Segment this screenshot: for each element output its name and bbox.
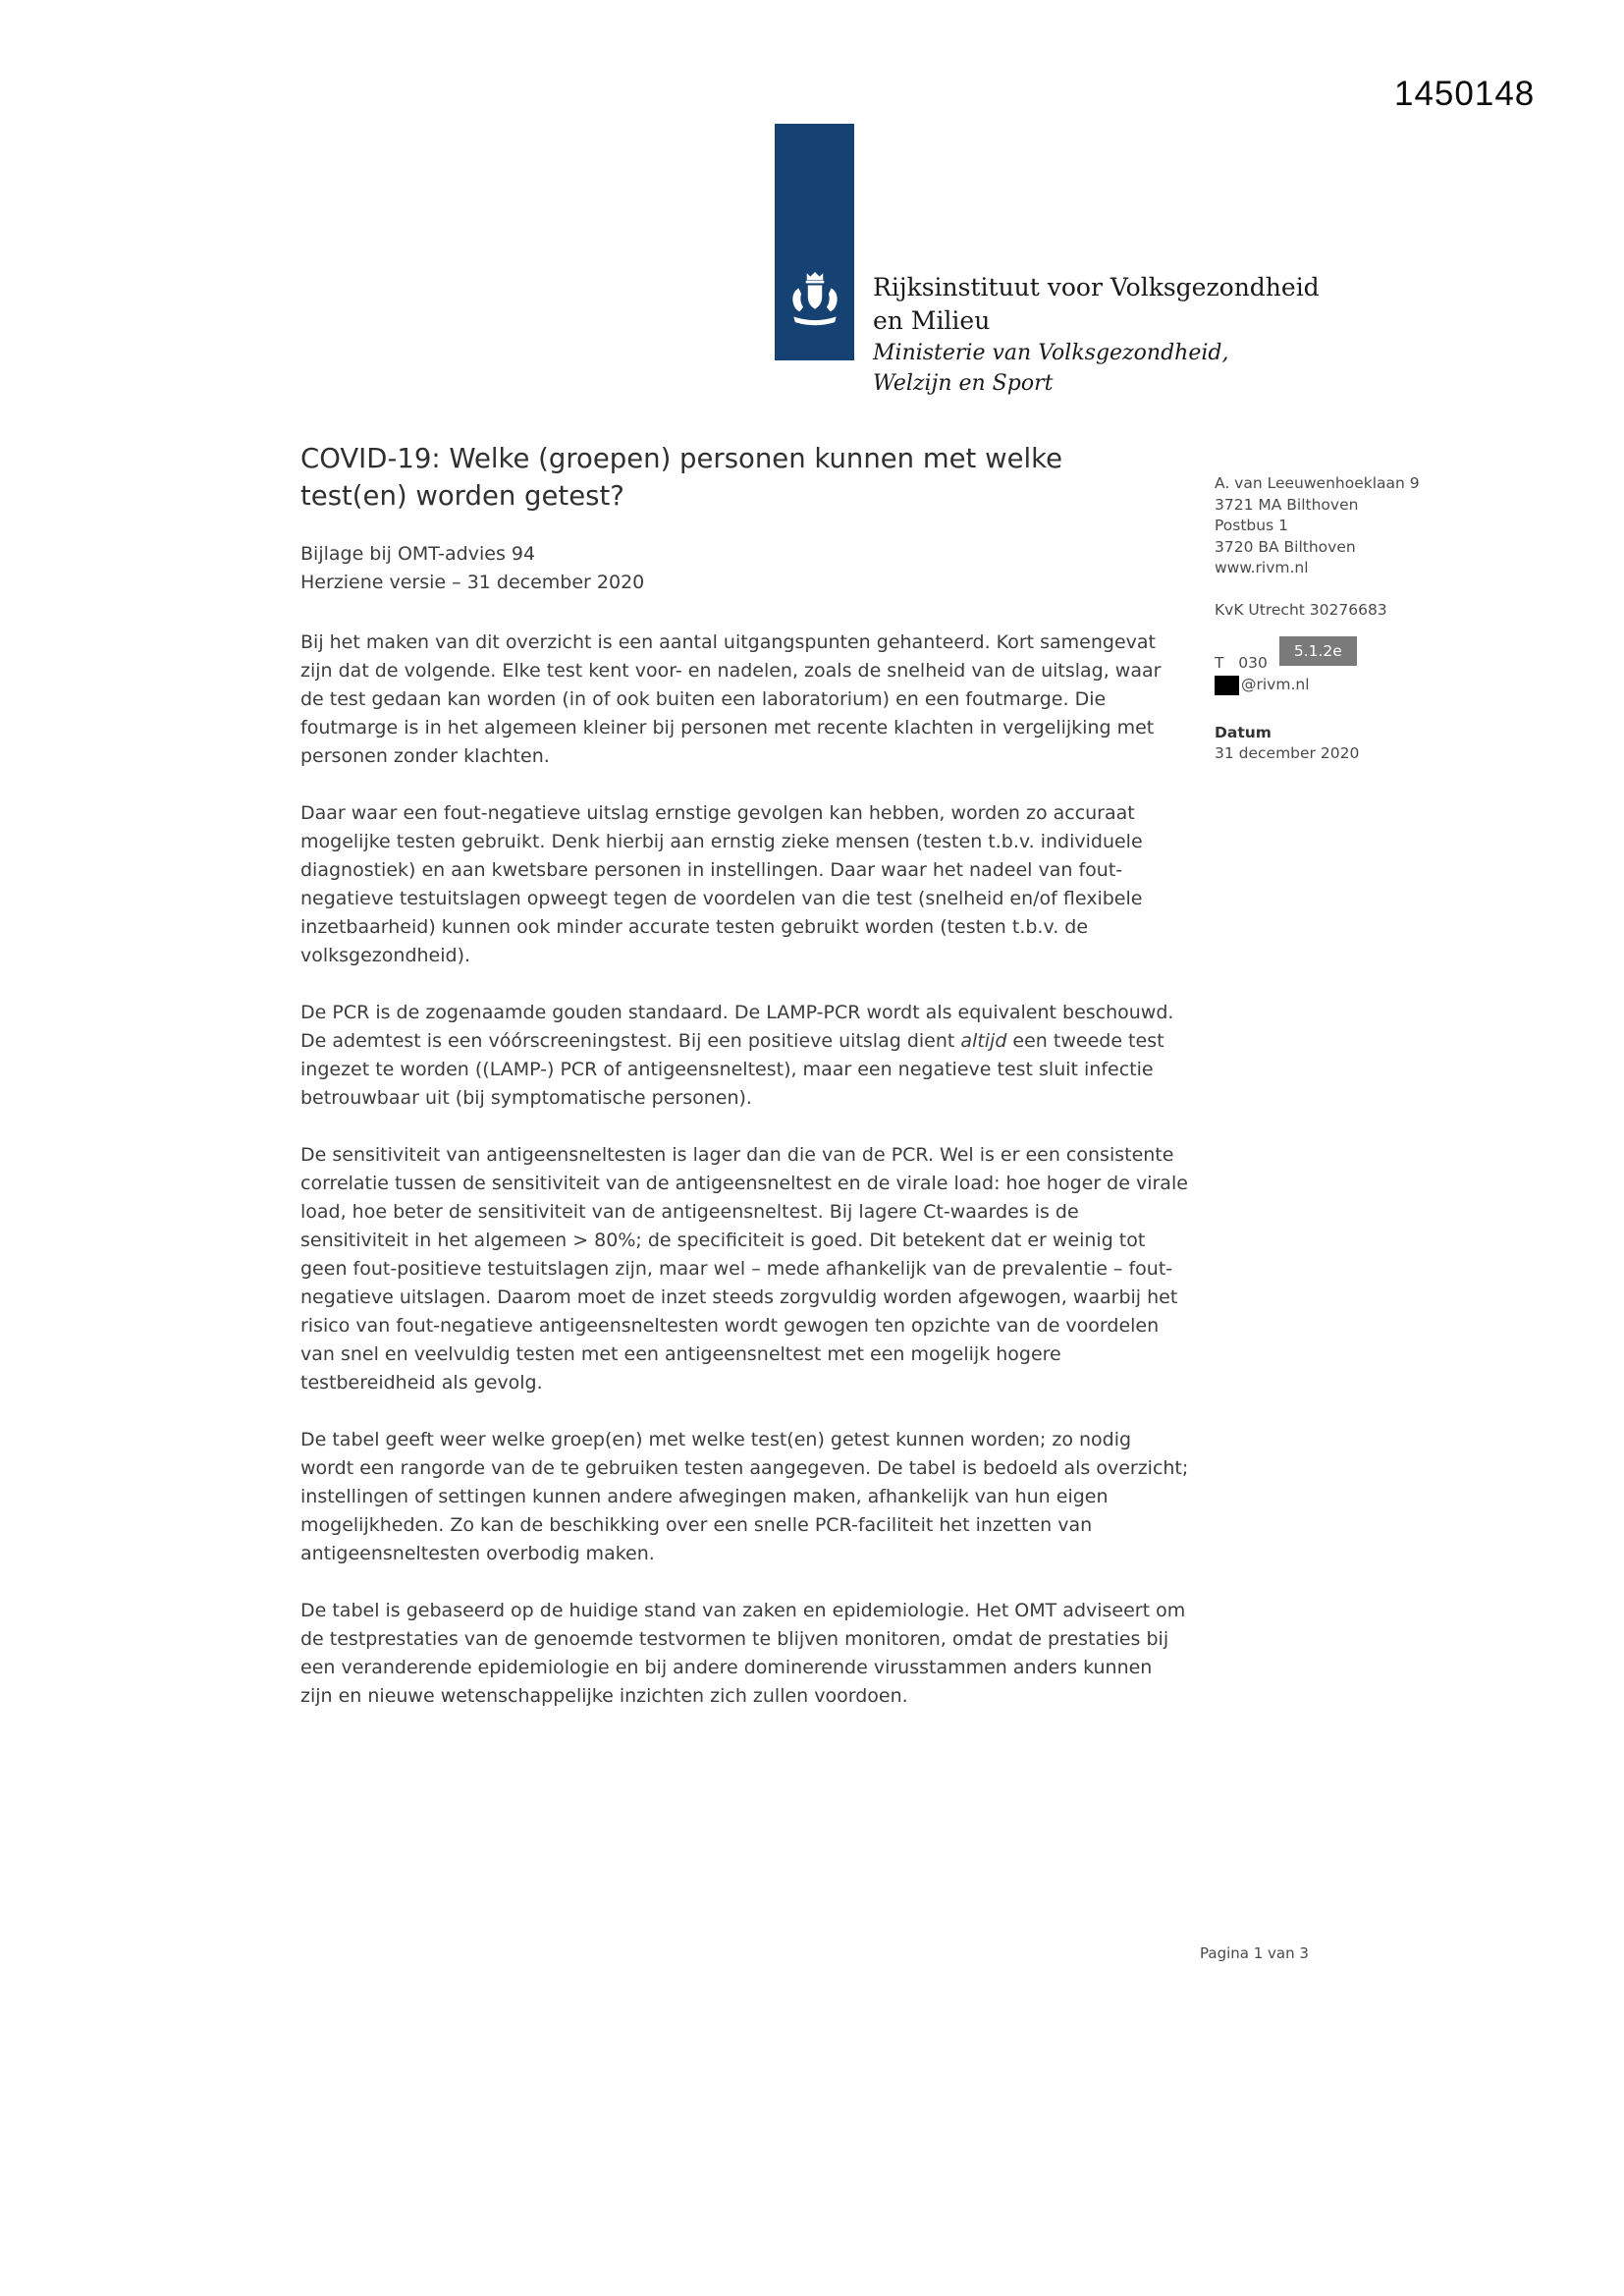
main-content (300, 440, 1189, 1739)
ministry-line1: Ministerie van Volksgezondheid, (873, 341, 1229, 365)
website-line: www.rivm.nl (1215, 559, 1309, 576)
kvk-line: KvK Utrecht 30276683 (1215, 600, 1387, 619)
page-footer: Pagina 1 van 3 (1200, 1944, 1309, 1962)
ministry-line2: Welzijn en Sport (873, 371, 1054, 396)
redaction-box-gray: 5.1.2e (1279, 636, 1357, 666)
datum-value: 31 december 2020 (1215, 744, 1360, 762)
subtitle-line1: Bijlage bij OMT-advies 94 (300, 543, 536, 565)
rijksoverheid-logo-ribbon (775, 124, 854, 360)
address-line-3: Postbus 1 (1215, 517, 1288, 534)
address-line-4: 3720 BA Bilthoven (1215, 537, 1356, 556)
paragraph-6: De tabel is gebaseerd op de huidige stand van zaken en epidemiologie. Het OMT adviseert om de testprestaties van de genoemde testvormen te blijven monitoren, omdat de prestaties bij een veranderende epidemiologie en bij andere dominerende virusstammen anders kunnen zijn en nieuwe wetenschappelijke inzichten zich zullen voordoen. (300, 1600, 1186, 1707)
org-name-line2: en Milieu (873, 306, 991, 335)
rivm-coat-of-arms-icon (786, 271, 843, 334)
document-number: 1450148 (1394, 75, 1536, 113)
logo-text-block (873, 271, 1320, 399)
email-line (1215, 675, 1509, 696)
paragraph-4: De sensitiviteit van antigeensneltesten is lager dan die van de PCR. Wel is er een consistente correlatie tussen de sensitiviteit van de antigeensneltest en de virale load: hoe hoger de virale load, hoe beter de sensitiviteit van de antigeensneltest. Bij lagere Ct-waardes is de sensitiviteit in het algemeen > 80%; de specificiteit is goed. Dit betekent dat er weinig tot geen fout-positieve testuitslagen zijn, maar wel – mede afhankelijk van de prevalentie – fout-negatieve uitslagen. Daarom moet de inzet steeds zorgvuldig worden afgewogen, waarbij het risico van fout-negatieve antigeensneltesten wordt gewogen ten opzichte van de voordelen van snel en veelvuldig testen met een antigeensneltest met een mogelijk hogere testbereidheid als gevolg. (300, 1144, 1188, 1394)
contact-sidebar (1215, 473, 1509, 765)
address-line-1: A. van Leeuwenhoeklaan 9 (1215, 474, 1420, 492)
paragraph-3-italic: altijd (960, 1030, 1007, 1052)
subtitle-line2: Herziene versie – 31 december 2020 (300, 572, 645, 593)
address-block (1215, 473, 1509, 579)
paragraph-3-part1: De PCR is de zogenaamde gouden standaard. De LAMP-PCR wordt als equivalent beschouwd. De ademtest is een vóórscreeningstest. Bij een positieve uitslag dient (300, 1002, 1174, 1052)
page-title: COVID-19: Welke (groepen) personen kunnen met welke test(en) worden getest? (300, 443, 1062, 512)
paragraph-1: Bij het maken van dit overzicht is een aantal uitgangspunten gehanteerd. Kort samengevat zijn dat de volgende. Elke test kent voor- en nadelen, zoals de snelheid van de uitslag, waar de test gedaan kan worden (in of ook buiten een laboratorium) en een foutmarge. Die foutmarge is in het algemeen kleiner bij personen met recente klachten in vergelijking met personen zonder klachten. (300, 631, 1162, 767)
phone-prefix: T 030 (1215, 653, 1268, 672)
datum-label: Datum (1215, 723, 1272, 741)
paragraph-5: De tabel geeft weer welke groep(en) met welke test(en) getest kunnen worden; zo nodig wordt een rangorde van de te gebruiken testen aangegeven. De tabel is bedoeld als overzicht; instellingen of settingen kunnen andere afwegingen maken, afhankelijk van hun eigen mogelijkheden. Zo kan de beschikking over een snelle PCR-faciliteit het inzetten van antigeensneltesten overbodig maken. (300, 1429, 1189, 1564)
email-suffix: @rivm.nl (1241, 676, 1310, 693)
phone-line (1215, 642, 1509, 674)
redaction-box-black (1215, 676, 1239, 695)
paragraph-2: Daar waar een fout-negatieve uitslag ernstige gevolgen kan hebben, worden zo accuraat mogelijke testen gebruikt. Denk hierbij aan ernstig zieke mensen (testen t.b.v. individuele diagnostiek) en aan kwetsbare personen in instellingen. Daar waar het nadeel van fout-negatieve testuitslagen opweegt tegen de voordelen van die test (snelheid en/of flexibele inzetbaarheid) kunnen ook minder accurate testen gebruikt worden (testen t.b.v. de volksgezondheid). (300, 802, 1143, 966)
address-line-2: 3721 MA Bilthoven (1215, 495, 1359, 514)
subtitle-block (300, 540, 1189, 597)
paragraph-3-part2: een tweede test ingezet te worden ((LAMP-) PCR of antigeensneltest), maar een negatieve test sluit infectie betrouwbaar uit (bij symptomatische personen). (300, 1030, 1164, 1109)
org-name-line1: Rijksinstituut voor Volksgezondheid (873, 273, 1320, 301)
paragraph-3 (300, 999, 1189, 1113)
